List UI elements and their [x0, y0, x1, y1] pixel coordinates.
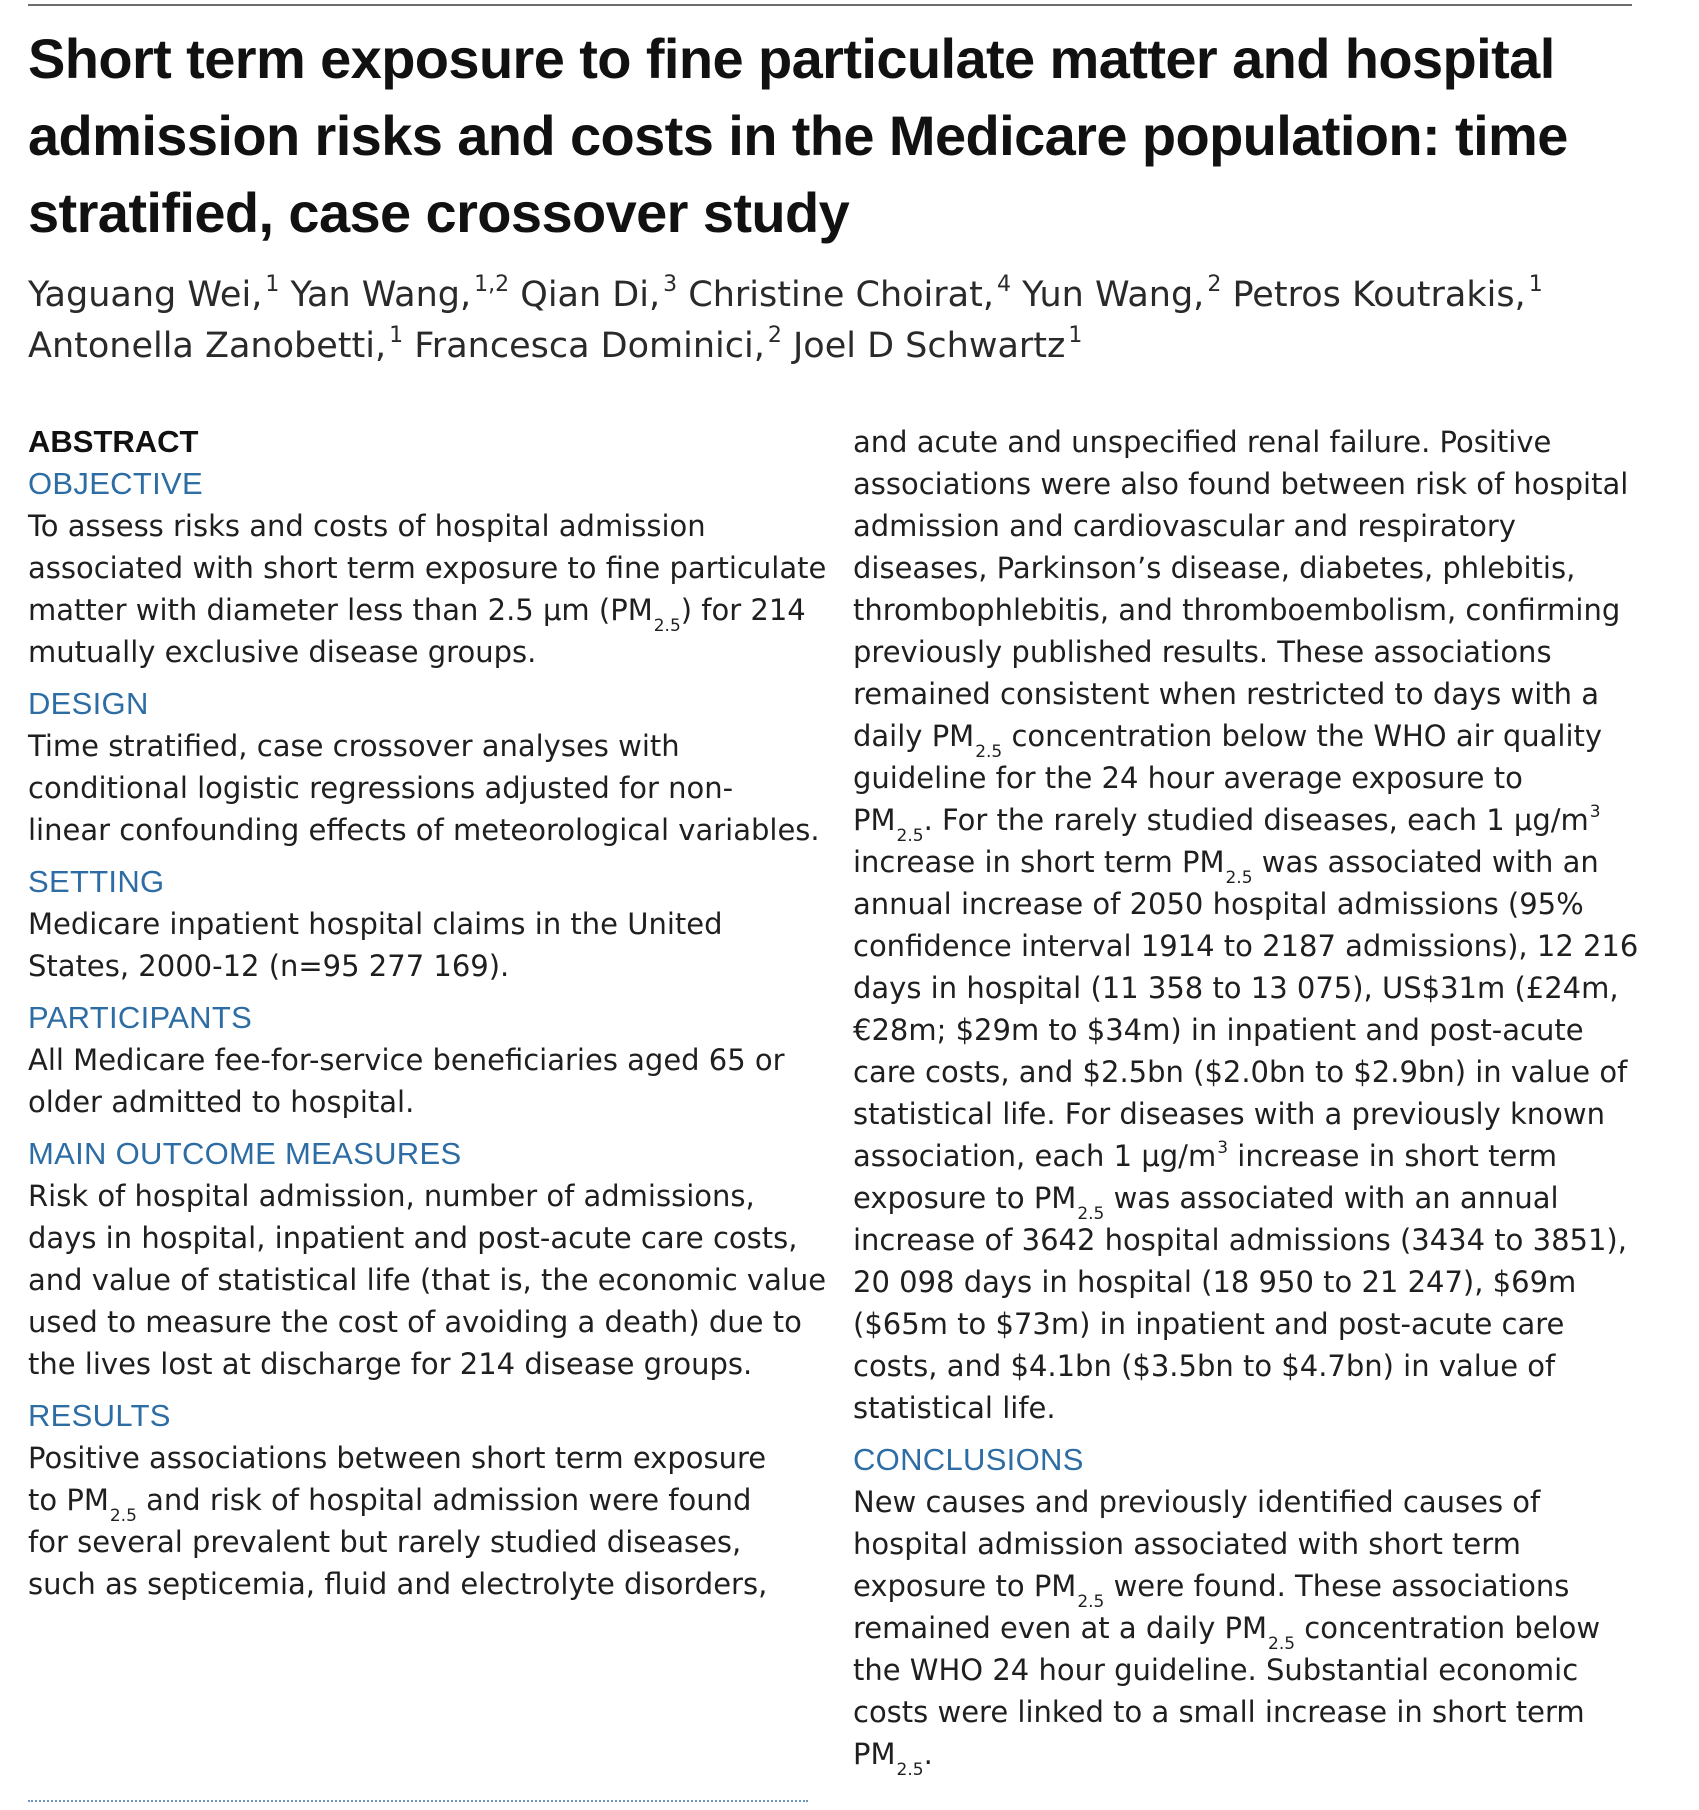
- author-list: [28, 270, 1648, 372]
- text-line: annual increase of 2050 hospital admissions (95%: [853, 887, 1584, 921]
- author-line: [28, 270, 1648, 321]
- objective-heading: OBJECTIVE: [28, 466, 203, 501]
- author: [290, 272, 510, 315]
- text-line: thrombophlebitis, and thromboembolism, confirming: [853, 593, 1621, 627]
- pm25-term: $PM_{2.5}$: [66, 1483, 137, 1526]
- objective-text: [28, 505, 828, 673]
- participants-text: [28, 1039, 828, 1123]
- text-line: used to measure the cost of avoiding a death) due to: [28, 1305, 802, 1339]
- text-line: Positive associations between short term exposure: [28, 1441, 767, 1475]
- text-line: €28m; $29m to $34m) in inpatient and post-acute: [853, 1013, 1584, 1047]
- text-line: older admitted to hospital.: [28, 1085, 415, 1119]
- text-line: such as septicemia, fluid and electrolyte disorders,: [28, 1567, 768, 1601]
- text-line: exposure to $PM_{2.5}$ was associated with an annual: [853, 1181, 1559, 1224]
- text-line: Time stratified, case crossover analyses with: [28, 729, 680, 763]
- text-line: to $PM_{2.5}$ and risk of hospital admission were found: [28, 1483, 752, 1526]
- participants-heading: PARTICIPANTS: [28, 1000, 253, 1035]
- text-line: days in hospital (11 358 to 13 075), US$31m (£24m,: [853, 971, 1619, 1005]
- text-line: $PM_{2.5}$.: [853, 1737, 933, 1780]
- pm25-term: $PM_{2.5}$: [610, 593, 681, 636]
- abstract-label: ABSTRACT: [28, 424, 199, 459]
- text-line: for several prevalent but rarely studied diseases,: [28, 1525, 742, 1559]
- text-line: Medicare inpatient hospital claims in the United: [28, 907, 723, 941]
- author: [520, 272, 678, 315]
- text-line: New causes and previously identified causes of: [853, 1485, 1541, 1519]
- author-affiliation: 2: [767, 323, 782, 348]
- author-affiliation: 1: [265, 272, 280, 297]
- author: [414, 323, 782, 366]
- conclusions-text: [853, 1481, 1653, 1780]
- text-line: and acute and unspecified renal failure. Positive: [853, 425, 1552, 459]
- author: [1232, 272, 1543, 315]
- text-line: remained even at a daily $PM_{2.5}$ concentration below: [853, 1611, 1601, 1654]
- text-line: Risk of hospital admission, number of admissions,: [28, 1179, 755, 1213]
- article-title: [28, 20, 1648, 251]
- title-line: admission risks and costs in the Medicare population: time: [28, 104, 1568, 167]
- text-line: statistical life. For diseases with a previously known: [853, 1097, 1605, 1131]
- outcomes-heading: MAIN OUTCOME MEASURES: [28, 1136, 462, 1171]
- text-line: days in hospital, inpatient and post-acute care costs,: [28, 1221, 798, 1255]
- author-name: Yun Wang,: [1022, 275, 1205, 315]
- author-name: Petros Koutrakis,: [1232, 275, 1526, 315]
- author-affiliation: 2: [1207, 272, 1222, 297]
- text-line: admission and cardiovascular and respiratory: [853, 509, 1516, 543]
- conclusions-heading: CONCLUSIONS: [853, 1442, 1084, 1477]
- setting-text: [28, 903, 828, 987]
- text-line: States, 2000-12 (n=95 277 169).: [28, 949, 510, 983]
- top-rule: [28, 4, 1632, 6]
- text-line: statistical life.: [853, 1391, 1056, 1425]
- outcomes-text: [28, 1175, 828, 1385]
- author-affiliation: 4: [996, 272, 1011, 297]
- author-name: Yan Wang,: [290, 275, 472, 315]
- author-name: Yaguang Wei,: [28, 275, 263, 315]
- author: [688, 272, 1011, 315]
- text-line: matter with diameter less than 2.5 μm $(PM_{2.5})$ for 214: [28, 593, 806, 636]
- author-affiliation: 1: [1068, 323, 1083, 348]
- text-line: All Medicare fee-for-service beneficiaries aged 65 or: [28, 1043, 785, 1077]
- pm25-term: $PM_{2.5}$: [1181, 845, 1253, 888]
- author-name: Joel D Schwartz: [792, 326, 1066, 366]
- author-affiliation: 1,2: [474, 272, 510, 297]
- text-line: costs were linked to a small increase in short term: [853, 1695, 1585, 1729]
- text-line: associated with short term exposure to fine particulate: [28, 551, 827, 585]
- design-heading: DESIGN: [28, 686, 149, 721]
- text-line: costs, and $4.1bn ($3.5bn to $4.7bn) in value of: [853, 1349, 1556, 1383]
- abstract-right-column: [853, 421, 1653, 1780]
- author: [792, 323, 1083, 366]
- author-affiliation: 3: [663, 272, 678, 297]
- pm25-term: $PM_{2.5}$: [853, 1737, 924, 1780]
- author-line: [28, 321, 1648, 372]
- text-line: mutually exclusive disease groups.: [28, 635, 537, 669]
- text-line: and value of statistical life (that is, the economic value: [28, 1263, 827, 1297]
- unit-term: $\mu g/m^3$: [1141, 1138, 1229, 1173]
- pm25-term: $PM_{2.5}$: [1033, 1569, 1105, 1612]
- text-line: the lives lost at discharge for 214 disease groups.: [28, 1347, 753, 1381]
- text-line: To assess risks and costs of hospital admission: [28, 509, 706, 543]
- pm25-term: $PM_{2.5}$: [931, 719, 1003, 762]
- text-line: linear confounding effects of meteorological variables.: [28, 813, 820, 847]
- author-affiliation: 1: [1528, 272, 1543, 297]
- author-affiliation: 1: [389, 323, 404, 348]
- abstract-left-column: [28, 421, 828, 1605]
- text-line: daily $PM_{2.5}$ concentration below the WHO air quality: [853, 719, 1603, 762]
- text-line: $PM_{2.5}$. For the rarely studied diseases, each 1 $\mu g/m^3$: [853, 802, 1601, 846]
- text-line: 20 098 days in hospital (18 950 to 21 247), $69m: [853, 1265, 1577, 1299]
- author: [28, 272, 280, 315]
- text-line: associations were also found between risk of hospital: [853, 467, 1629, 501]
- author-name: Christine Choirat,: [688, 275, 994, 315]
- author-name: Antonella Zanobetti,: [28, 326, 387, 366]
- text-line: conditional logistic regressions adjusted for non-: [28, 771, 734, 805]
- text-line: confidence interval 1914 to 2187 admissions), 12 216: [853, 929, 1639, 963]
- author: [28, 323, 404, 366]
- text-line: hospital admission associated with short term: [853, 1527, 1521, 1561]
- cropped-footer-link: [28, 1800, 808, 1806]
- text-line: guideline for the 24 hour average exposure to: [853, 761, 1523, 795]
- pm25-term: $PM_{2.5}$: [1033, 1181, 1105, 1224]
- text-line: care costs, and $2.5bn ($2.0bn to $2.9bn) in value of: [853, 1055, 1628, 1089]
- unit-term: $\mu g/m^3$: [1513, 802, 1601, 837]
- text-line: increase of 3642 hospital admissions (3434 to 3851),: [853, 1223, 1627, 1257]
- author-name: Francesca Dominici,: [414, 326, 765, 366]
- design-text: [28, 725, 828, 851]
- text-line: diseases, Parkinson’s disease, diabetes, phlebitis,: [853, 551, 1576, 585]
- title-line: stratified, case crossover study: [28, 181, 850, 244]
- results-text-continued: [853, 421, 1653, 1429]
- pm25-term: $PM_{2.5}$: [1224, 1611, 1296, 1654]
- author: [1022, 272, 1222, 315]
- text-line: exposure to $PM_{2.5}$ were found. These associations: [853, 1569, 1570, 1612]
- text-line: the WHO 24 hour guideline. Substantial economic: [853, 1653, 1579, 1687]
- text-line: association, each 1 $\mu g/m^3$ increase in short term: [853, 1138, 1557, 1173]
- results-text: [28, 1437, 828, 1605]
- results-heading: RESULTS: [28, 1398, 171, 1433]
- title-line: Short term exposure to fine particulate matter and hospital: [28, 27, 1555, 90]
- text-line: increase in short term $PM_{2.5}$ was associated with an: [853, 845, 1599, 888]
- text-line: remained consistent when restricted to days with a: [853, 677, 1599, 711]
- pm25-term: $PM_{2.5}$: [853, 803, 924, 846]
- setting-heading: SETTING: [28, 864, 165, 899]
- text-line: previously published results. These associations: [853, 635, 1552, 669]
- text-line: ($65m to $73m) in inpatient and post-acute care: [853, 1307, 1565, 1341]
- author-name: Qian Di,: [520, 275, 661, 315]
